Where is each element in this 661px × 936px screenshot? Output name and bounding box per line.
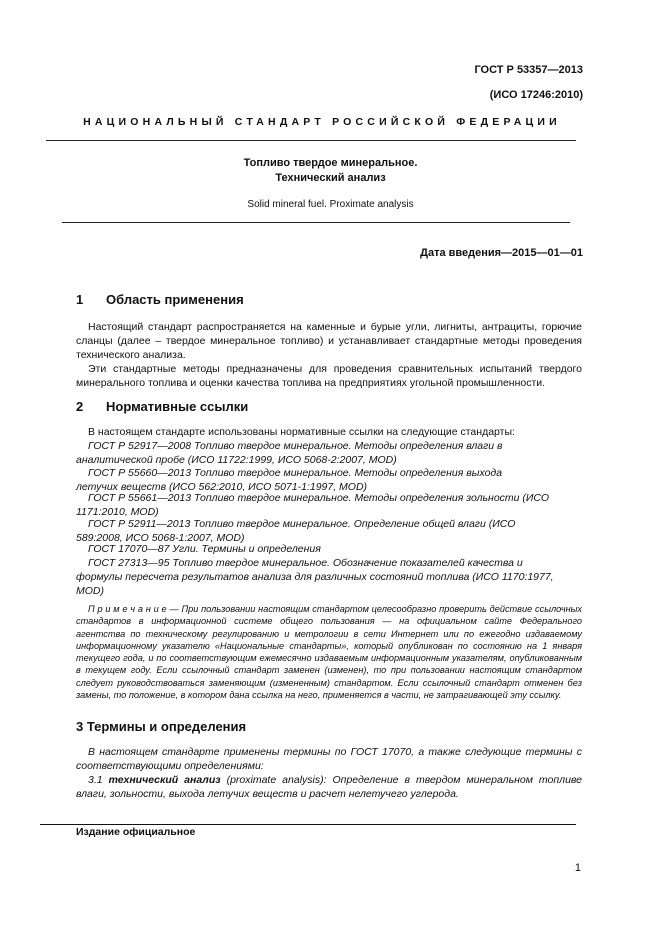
section1-title: Область применения [106, 292, 244, 307]
reference-item: ГОСТ Р 52917—2008 Топливо твердое минеральное. Методы определения влаги в аналитической пробе (ИСО 11722:1999, ИСО 5068-2:2007, MOD) [76, 440, 503, 466]
title-divider [62, 222, 570, 223]
iso-code: (ИСО 17246:2010) [489, 89, 583, 101]
reference-item: ГОСТ Р 55661—2013 Топливо твердое минеральное. Методы определения зольности (ИСО 1171:2010, MOD) [76, 492, 550, 518]
section2-title: Нормативные ссылки [106, 399, 249, 414]
header-divider [46, 140, 576, 141]
footer-divider [40, 824, 576, 825]
reference-item: ГОСТ Р 52911—2013 Топливо твердое минеральное. Определение общей влаги (ИСО 589:2008, ИСО 5068-1:2007, MOD) [76, 518, 516, 544]
section3-heading: 3 Термины и определения [76, 719, 247, 734]
definition-text: (proximate analysis): Определение в твердом минеральном топливе влаги, зольности, выхода летучих веществ и расчет нелетучего углерода. [76, 774, 582, 800]
reference-item: ГОСТ 17070—87 Угли. Термины и определения [88, 543, 321, 555]
section2-intro: В настоящем стандарте использованы нормативные ссылки на следующие стандарты: [88, 426, 515, 438]
page-number: 1 [574, 862, 581, 874]
definition-3-1 [76, 773, 582, 801]
reference-item: ГОСТ 27313—95 Топливо твердое минеральное. Обозначение показателей качества и формулы пересчета результатов анализа для различных состояний топлива (ИСО 1170:1977, MOD) [76, 557, 554, 597]
introduction-date: Дата введения—2015—01—01 [420, 247, 583, 259]
section3-intro: В настоящем стандарте применены термины по ГОСТ 17070, а также следующие термины с соответствующими определениями: [76, 746, 582, 772]
reference-item: ГОСТ Р 55660—2013 Топливо твердое минеральное. Методы определения выхода летучих веществ (ИСО 562:2010, ИСО 5071-1:1997, MOD) [76, 467, 503, 493]
definition-term: технический анализ [108, 774, 221, 786]
national-standard-line: НАЦИОНАЛЬНЫЙ СТАНДАРТ РОССИЙСКОЙ ФЕДЕРАЦИИ [83, 116, 561, 128]
reference-note: П р и м е ч а н и е — При пользовании настоящим стандартом целесообразно проверить действие ссылочных стандартов в информационной системе общего пользования — на официальном сайте Федерального агентства по техническому регулированию и метрологии в сети Интернет или по ежегодно издаваемому информационному указателю «Национальные стандарты», который опубликован по состоянию на 1 января текущего года, и по соответствующим ежемесячно издаваемым информационным указателям, опубликованным в текущем году. Если ссылочный стандарт заменен (изменен), то при пользовании настоящим стандартом следует руководствоваться заменяющим (измененным) стандартом. Если ссылочный стандарт отменен без замены, то положение, в котором дана ссылка на него, применяется в части, не затрагивающей эту ссылку. [76, 604, 582, 701]
section1-paragraph1: Настоящий стандарт распространяется на каменные и бурые угли, лигниты, антрациты, горючие сланцы (далее – твердое минеральное топливо) и устанавливает стандартные методы проведения технического анализа. [76, 321, 582, 361]
section2-number: 2 [76, 399, 84, 414]
official-edition-label: Издание официальное [76, 826, 196, 838]
document-title-line1: Топливо твердое минеральное. [243, 157, 418, 169]
section1-paragraph2: Эти стандартные методы предназначены для проведения сравнительных испытаний твердого минерального топлива и оценки качества топлива на предприятиях угольной промышленности. [76, 363, 582, 389]
document-title-line2: Технический анализ [275, 172, 386, 184]
standard-code: ГОСТ Р 53357—2013 [474, 64, 583, 76]
section1-number: 1 [76, 292, 84, 307]
document-title-english: Solid mineral fuel. Proximate analysis [247, 199, 414, 210]
definition-number: 3.1 [88, 774, 103, 786]
